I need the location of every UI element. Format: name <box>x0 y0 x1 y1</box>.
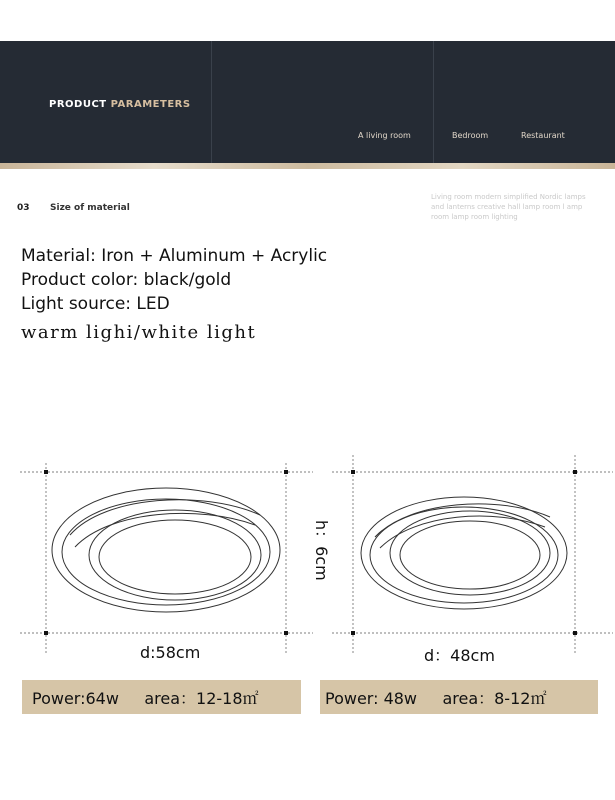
lamp-outer-ring <box>361 497 567 609</box>
section-note: Living room modern simplified Nordic lamps and lanterns creative hall lamp room l amp room lamp room lighting <box>431 193 586 221</box>
small-diameter-label: d：48cm <box>424 646 495 665</box>
lamp-inner-ring-inner <box>99 520 251 594</box>
large-power-label: Power:64w area：12-18㎡ <box>32 689 259 708</box>
corner-marker <box>284 631 288 635</box>
corner-marker <box>351 470 355 474</box>
lamp-inner-ring <box>390 511 550 595</box>
height-dimension <box>308 520 336 600</box>
corner-marker <box>44 470 48 474</box>
nav-item-restaurant: Restaurant <box>521 131 565 140</box>
spec-material: Material: Iron + Aluminum + Acrylic <box>21 246 328 266</box>
large-power-box <box>22 680 301 714</box>
small-power-label: Power: 48w area：8-12㎡ <box>325 689 547 708</box>
large-diameter-label: d:58cm <box>140 643 201 662</box>
corner-marker <box>573 470 577 474</box>
lamp-outer-ring-inner <box>62 499 270 605</box>
spec-light-source: Light source: LED <box>21 294 170 314</box>
corner-marker <box>573 631 577 635</box>
lamp-inner-ring-inner <box>400 521 540 589</box>
corner-marker <box>44 631 48 635</box>
lamp-large-drawing <box>15 455 315 655</box>
small-power-box <box>320 680 598 714</box>
section-title: Size of material <box>50 203 130 213</box>
banner-title-main: PRODUCT <box>49 99 107 110</box>
section-number: 03 <box>17 203 30 213</box>
header-banner <box>0 41 615 163</box>
spec-color: Product color: black/gold <box>21 270 232 290</box>
corner-marker <box>351 631 355 635</box>
banner-divider <box>211 41 212 163</box>
banner-title-accent: PARAMETERS <box>110 99 191 110</box>
banner-title <box>49 99 191 110</box>
spec-light-color: warm lighi/white light <box>21 322 257 343</box>
height-label: h：6cm <box>312 520 331 581</box>
corner-marker <box>284 470 288 474</box>
nav-item-bedroom: Bedroom <box>452 131 489 140</box>
gold-strip <box>0 163 615 169</box>
lamp-small-drawing <box>330 455 615 655</box>
banner-divider <box>433 41 434 163</box>
nav-item-living-room: A living room <box>358 131 411 140</box>
